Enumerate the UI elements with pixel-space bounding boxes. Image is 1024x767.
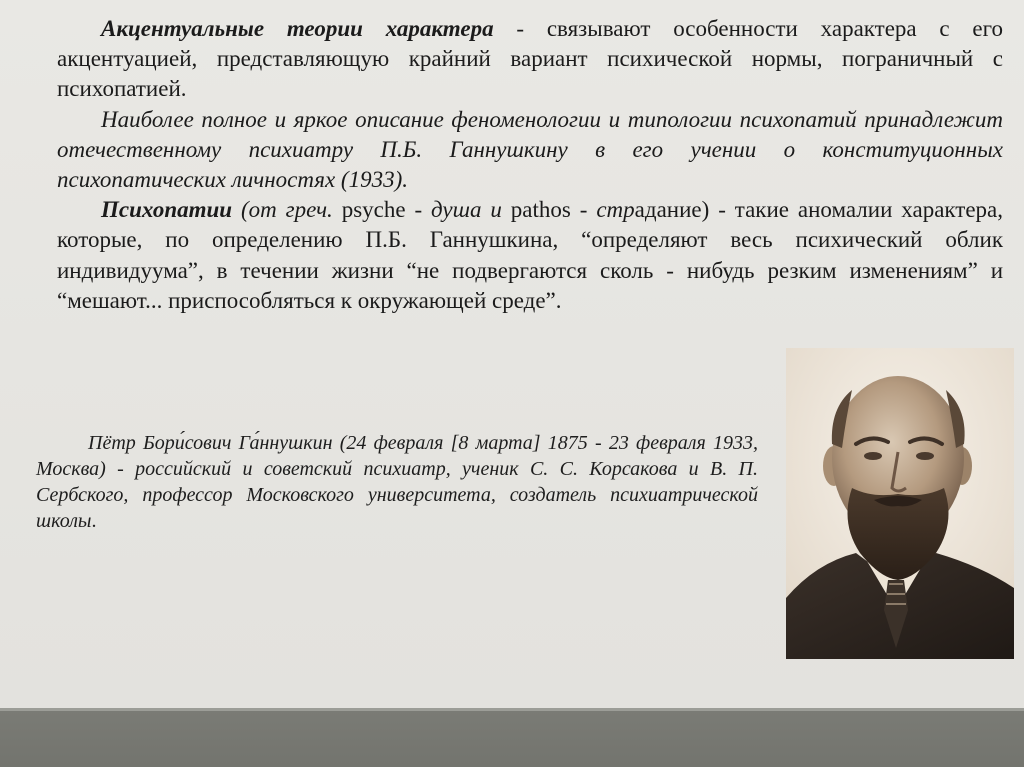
paragraph-gannushkin-description: Наиболее полное и яркое описание феноменологии и типологии психопатий принадлежит отечественному психиатру П.Б. Ганнушкину в его учении о конституционных психопатических личностях (1933). [57,106,1003,193]
portrait-caption [36,430,758,534]
caption-text: Пётр Бори́сович Га́ннушкин (24 февраля [8 марта] 1875 - 23 февраля 1933, Москва) - российский и советский психиатр, ученик С. С. Корсакова и В. П. Сербского, профессор Московского университета, создатель психиатрической школы [36,432,758,532]
paragraph-3-part-1: (от греч. [232,197,342,223]
portrait-illustration [786,348,1014,659]
main-text-block [57,14,1003,316]
paragraph-accentual-theories [57,14,1003,105]
paragraph-psychopathies [57,195,1003,316]
paragraph-3-part-2: - душа и [405,197,511,223]
caption-end: . [91,510,97,532]
word-pathos: pathos [510,197,571,223]
term-accentual-theories: Акцентуальные теории характера [101,16,494,41]
term-psychopathies: Психопатии [101,197,233,223]
paragraph-1-text: - связывают особенности характера с его акцентуацией, представляющую крайний вариант психической нормы, пограничный с психопатией. [57,16,1003,102]
portrait-photo [786,348,1014,659]
paragraph-3-part-4: адание) - такие аномалии характера, которые, по определению П.Б. Ганнушкина, “определяют весь психический облик индивидуума”, в течении жизни “не подвергаются сколь - нибудь резким изменениям” и “мешают... приспособляться к окружающей среде”. [57,197,1004,313]
paragraph-3-part-3: - стр [570,197,635,223]
word-psyche: psyche [341,197,406,223]
bottom-band [0,711,1024,767]
